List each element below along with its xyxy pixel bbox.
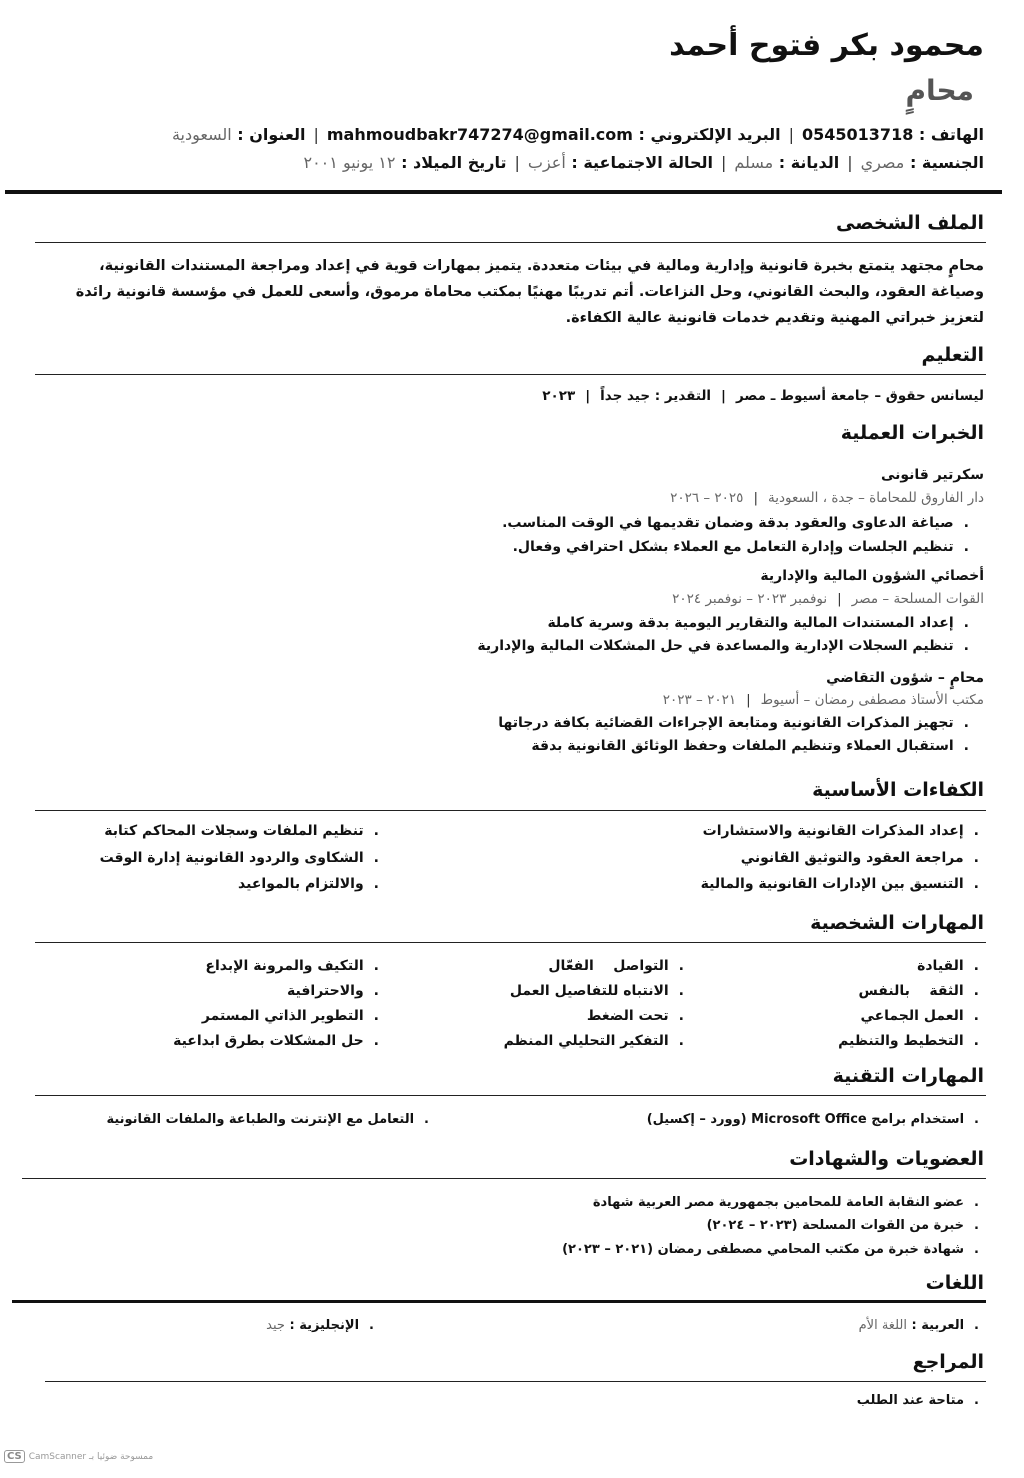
grade: التقدير : جيد جداً [600,388,712,404]
company: القوات المسلحة – مصر [851,591,984,607]
bullet-text: تجهيز المذكرات القانونية ومتابعة الإجراءات القضائية بكافة درجاتها [498,715,954,731]
competency-item [703,823,979,839]
bullet-icon: . [678,983,684,999]
bullet-icon: . [373,958,379,974]
separator: | [720,153,727,172]
contact-line [172,125,984,144]
job-title: أخصائي الشؤون المالية والإدارية [760,568,984,584]
bullet-icon: . [963,515,969,531]
job-title: محامٍ – شؤون التقاضي [826,670,984,686]
job-bullet [477,638,969,654]
language-name: الإنجليزية : [289,1318,360,1333]
bullet-icon: . [974,1318,979,1333]
job-company [663,692,984,708]
bullet-text: تنظيم السجلات الإدارية والمساعدة في حل المشكلات المالية والإدارية [477,638,954,654]
phone-label: الهاتف : [918,125,984,144]
job-bullet [547,615,969,631]
item-text: عضو النقابة العامة للمحامين بجمهورية مصر العربية شهادة [592,1195,965,1210]
skill-item [860,1008,979,1024]
skill-item [205,958,379,974]
company: مكتب الأستاذ مصطفى رمضان – أسيوط [760,692,984,708]
religion: مسلم [734,153,774,172]
bullet-icon: . [373,850,379,866]
membership-item [707,1218,979,1233]
item-text: الشكاوى والردود القانونية إدارة الوقت [99,850,364,866]
bullet-icon: . [678,1008,684,1024]
tech-skills-heading: المهارات التقنية [832,1065,984,1087]
bullet-icon: . [963,539,969,555]
memberships-heading: العضويات والشهادات [789,1148,984,1170]
separator: | [753,490,758,506]
divider [12,1300,986,1303]
competency-item [104,823,379,839]
item-text: تحت الضغط [586,1008,669,1024]
bullet-icon: . [973,1008,979,1024]
profile-heading: الملف الشخصى [835,212,984,234]
separator: | [514,153,520,172]
dob: ١٢ يونيو ٢٠٠١ [303,153,396,172]
item-text: إعداد المذكرات القانونية والاستشارات [702,823,964,839]
job-bullet [531,738,969,754]
bullet-icon: . [424,1112,429,1127]
skill-item [917,958,979,974]
bullet-icon: . [373,983,379,999]
bullet-icon: . [973,823,979,839]
skill-item [838,1033,979,1049]
language-level: جيد [266,1318,285,1333]
email-label: البريد الإلكتروني : [638,125,781,144]
bullet-icon: . [373,1008,379,1024]
separator: | [313,125,319,144]
language-name: العربية : [911,1318,965,1333]
competency-item [238,876,379,892]
bullet-icon: . [963,738,969,754]
language-item [266,1318,374,1333]
bullet-icon: . [963,715,969,731]
item-text: والالتزام بالمواعيد [238,876,364,892]
job-company [672,591,984,607]
bullet-icon: . [973,850,979,866]
header-divider [5,190,1002,194]
education-entry [542,388,984,404]
marital: أعزب [527,153,566,172]
nationality-label: الجنسية : [909,153,984,172]
item-text: مراجعة العقود والتوثيق القانوني [740,850,964,866]
bullet-text: استقبال العملاء وتنظيم الملفات وحفظ الوثائق القانونية بدقة [531,738,954,754]
membership-item [562,1242,979,1257]
education-heading: التعليم [921,344,984,366]
grad-year: ٢٠٢٣ [542,388,576,404]
skill-item [504,1033,684,1049]
company: دار الفاروق للمحاماة – جدة ، السعودية [768,490,984,506]
item-text: الثقة بالنفس [858,983,964,999]
bullet-icon: . [973,983,979,999]
bullet-icon: . [974,1195,979,1210]
item-text: التخطيط والتنظيم [838,1033,964,1049]
languages-heading: اللغات [925,1272,984,1294]
skill-item [858,983,979,999]
phone: 0545013718 [802,125,914,144]
divider [35,1095,986,1096]
bullet-icon: . [974,1218,979,1233]
tech-skill-item [647,1112,979,1127]
experience-heading: الخبرات العملية [840,422,984,444]
skill-item [173,1033,379,1049]
dob-label: تاريخ الميلاد : [401,153,507,172]
separator: | [837,591,842,607]
competency-item [701,876,979,892]
bullet-icon: . [974,1393,979,1408]
bullet-text: إعداد المستندات المالية والتقارير اليومية بدقة وسرية كاملة [547,615,954,631]
divider [45,1381,986,1382]
job-bullet [502,515,969,531]
divider [35,242,986,243]
bullet-icon: . [963,638,969,654]
job-title: محامٍ [905,74,974,107]
separator: | [585,388,591,404]
degree: ليسانس حقوق – جامعة أسيوط ـ مصر [735,388,984,404]
divider [35,942,986,943]
bullet-icon: . [974,1112,979,1127]
skill-item [202,1008,379,1024]
bullet-icon: . [369,1318,374,1333]
job-bullet [513,539,969,555]
item-text: التنسيق بين الإدارات القانونية والمالية [700,876,964,892]
divider [35,810,986,811]
separator: | [847,153,853,172]
bullet-icon: . [373,876,379,892]
language-level: اللغة الأم [858,1318,907,1333]
competency-item [100,850,379,866]
address-label: العنوان : [237,125,306,144]
camscanner-logo-icon: CS [4,1450,25,1463]
job-title: سكرتير قانونى [880,467,984,483]
item-text: التكيف والمرونة الإبداع [205,958,364,974]
item-text: متاحة عند الطلب [856,1393,965,1408]
job-company [670,490,984,506]
camscanner-watermark [4,1450,153,1463]
item-text: الانتباه للتفاصيل العمل [509,983,669,999]
dates: ٢٠٢٥ – ٢٠٢٦ [670,490,744,506]
bullet-icon: . [974,1242,979,1257]
item-text: القيادة [917,958,964,974]
watermark-text: CamScanner ممسوحة ضوئيا بـ [28,1451,154,1462]
bullet-icon: . [973,958,979,974]
bullet-icon: . [678,1033,684,1049]
separator: | [721,388,726,404]
bullet-icon: . [963,615,969,631]
references-heading: المراجع [912,1351,984,1373]
item-text: العمل الجماعي [860,1008,964,1024]
bullet-icon: . [678,958,684,974]
personal-info-line [303,153,984,172]
reference-item [857,1393,979,1408]
marital-label: الحالة الاجتماعية : [571,153,713,172]
skill-item [287,983,379,999]
divider [22,1178,986,1179]
religion-label: الديانة : [778,153,840,172]
separator: | [746,692,751,708]
tech-skill-item [106,1112,429,1127]
item-text: والاحترافية [287,983,364,999]
competency-item [741,850,979,866]
skill-item [587,1008,684,1024]
profile-line: لتعزيز خبراتي المهنية وتقديم خدمات قانونية عالية الكفاءة. [565,310,984,326]
profile-line: وصياغة العقود، والبحث القانوني، وحل النزاعات. أتم تدريبًا مهنيًا بمكتب محاماة مرموق، وأسعى للعمل في مؤسسة قانونية رائدة [75,284,984,300]
skill-item [548,958,684,974]
item-text: تنظيم الملفات وسجلات المحاكم كتابة [104,823,364,839]
bullet-icon: . [973,1033,979,1049]
profile-line: محامٍ مجتهد يتمتع بخبرة قانونية وإدارية ومالية في بيئات متعددة. يتميز بمهارات قوية في إعداد ومراجعة المستندات القانونية، [99,258,984,274]
skill-item [510,983,684,999]
item-text: استخدام برامج Microsoft Office (وورد – إكسيل) [646,1112,965,1127]
bullet-icon: . [373,1033,379,1049]
membership-item [593,1195,979,1210]
soft-skills-heading: المهارات الشخصية [810,912,984,934]
address: السعودية [171,125,232,144]
candidate-name: محمود بكر فتوح أحمد [669,28,984,63]
item-text: التطوير الذاتي المستمر [201,1008,364,1024]
item-text: التواصل الفعّال [548,958,669,974]
email: mahmoudbakr747274@gmail.com [326,125,633,144]
item-text: شهادة خبرة من مكتب المحامي مصطفى رمضان (٢٠٢١ – ٢٠٢٣) [562,1242,965,1257]
bullet-text: تنظيم الجلسات وإدارة التعامل مع العملاء بشكل احترافي وفعال. [512,539,954,555]
dates: نوفمبر ٢٠٢٣ – نوفمبر ٢٠٢٤ [672,591,828,607]
competencies-heading: الكفاءات الأساسية [812,779,984,801]
bullet-icon: . [373,823,379,839]
nationality: مصري [860,153,905,172]
bullet-icon: . [973,876,979,892]
item-text: خبرة من القوات المسلحة (٢٠٢٣ – ٢٠٢٤) [706,1218,965,1233]
separator: | [788,125,794,144]
item-text: التفكير التحليلي المنظم [503,1033,669,1049]
language-item [859,1318,979,1333]
dates: ٢٠٢١ – ٢٠٢٣ [662,692,737,708]
divider [35,374,986,375]
item-text: التعامل مع الإنترنت والطباعة والملفات القانونية [106,1112,415,1127]
item-text: حل المشكلات بطرق ابداعية [173,1033,364,1049]
bullet-text: صياغة الدعاوى والعقود بدقة وضمان تقديمها في الوقت المناسب. [502,515,954,531]
job-bullet [498,715,969,731]
